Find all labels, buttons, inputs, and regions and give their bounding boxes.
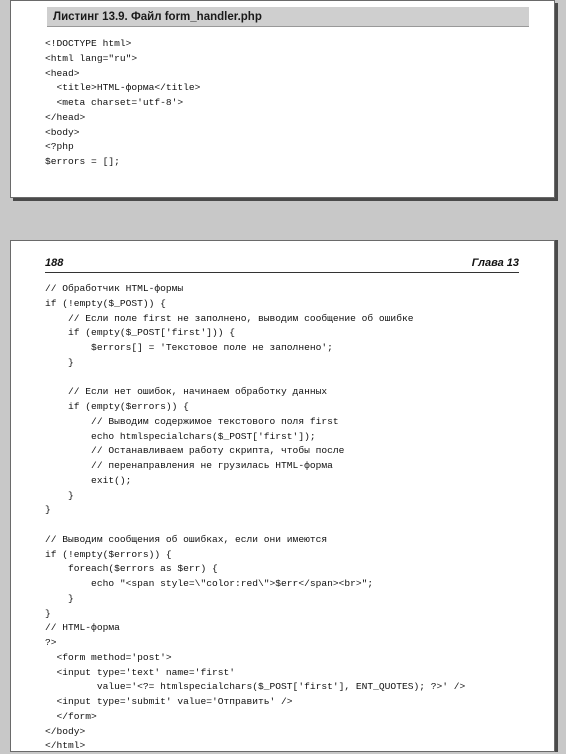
code-line: value='<?= htmlspecialchars($_POST['first'], ENT_QUOTES); ?>' /> xyxy=(45,681,466,693)
code-line: } xyxy=(45,489,74,501)
code-line: <input type='text' name='first' xyxy=(45,666,235,678)
code-line: // Останавливаем работу скрипта, чтобы после xyxy=(45,445,345,457)
code-line xyxy=(45,518,465,533)
code-line: </html> xyxy=(45,740,86,752)
code-line: // Выводим сообщения об ошибках, если они имеются xyxy=(45,533,328,545)
code-line: // Выводим содержимое текстового поля first xyxy=(45,415,339,427)
running-header xyxy=(45,257,519,273)
code-line: </body> xyxy=(45,725,86,737)
listing-title: Листинг 13.9. Файл form_handler.php xyxy=(47,7,529,27)
code-line: // перенаправления не грузилась HTML-форма xyxy=(45,460,333,471)
code-line: </head> xyxy=(45,111,86,123)
book-page-bottom xyxy=(10,240,555,752)
code-line: foreach($errors as $err) { xyxy=(45,563,218,575)
code-line: ?> xyxy=(45,637,57,648)
code-line: // Обработчик HTML-формы xyxy=(45,283,184,294)
code-line: $errors = []; xyxy=(45,156,120,167)
code-line: if (!empty($errors)) { xyxy=(45,548,172,560)
code-line: } xyxy=(45,356,74,368)
book-page-top xyxy=(10,0,555,198)
code-line: echo "<span style=\"color:red\">$err</span><br>"; xyxy=(45,578,374,589)
code-line xyxy=(45,371,465,386)
code-line: if (!empty($_POST)) { xyxy=(45,297,166,309)
code-line: <meta charset='utf-8'> xyxy=(45,97,184,108)
code-line: <html lang="ru"> xyxy=(45,52,138,64)
code-listing-bottom xyxy=(45,282,465,754)
code-line: <title>HTML-форма</title> xyxy=(45,82,201,94)
code-line: <form method='post'> xyxy=(45,651,172,663)
code-line: <head> xyxy=(45,67,80,79)
code-line: <body> xyxy=(45,126,80,138)
code-line: <input type='submit' value='Отправить' /> xyxy=(45,696,293,707)
code-line: echo htmlspecialchars($_POST['first']); xyxy=(45,430,316,442)
code-line: // Если поле first не заполнено, выводим сообщение об ошибке xyxy=(45,312,414,324)
code-line: } xyxy=(45,592,74,604)
code-line: </form> xyxy=(45,710,97,722)
code-line: } xyxy=(45,504,51,516)
code-line: <!DOCTYPE html> xyxy=(45,38,132,49)
code-line: if (empty($_POST['first'])) { xyxy=(45,327,235,339)
code-line: // Если нет ошибок, начинаем обработку данных xyxy=(45,386,328,398)
code-line: // HTML-форма xyxy=(45,622,120,634)
page-number: 188 xyxy=(45,257,64,269)
code-line: } xyxy=(45,607,51,619)
code-listing-top xyxy=(45,37,200,170)
chapter-label: Глава 13 xyxy=(471,257,519,269)
code-line: $errors[] = 'Текстовое поле не заполнено'; xyxy=(45,342,333,353)
code-line: if (empty($errors)) { xyxy=(45,401,189,412)
code-line: <?php xyxy=(45,141,74,153)
code-line: exit(); xyxy=(45,474,132,486)
